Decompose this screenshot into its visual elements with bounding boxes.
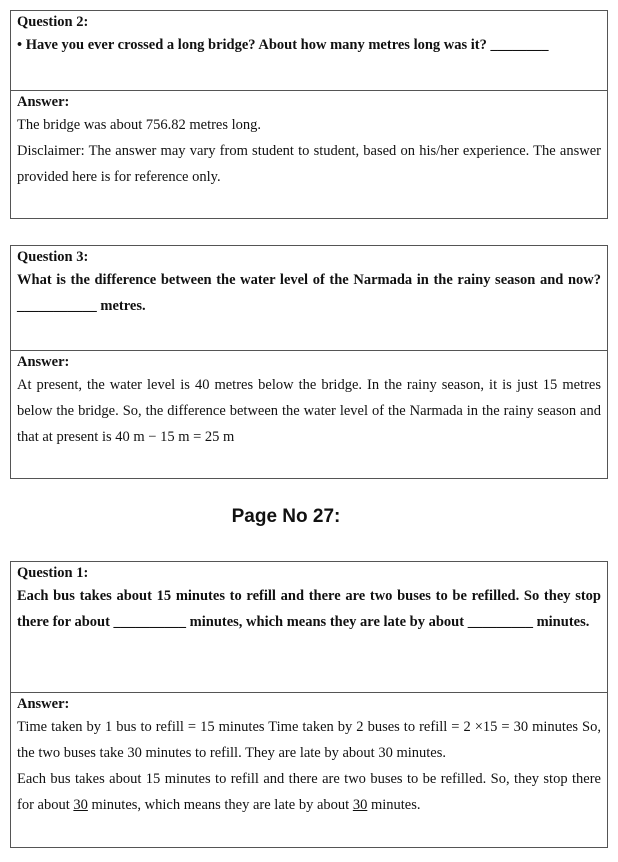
page-27-question-1-label: Question 1: — [17, 565, 89, 581]
answer-fill-blank-2: 30 — [352, 797, 368, 813]
question-2-answer-label: Answer: — [17, 94, 70, 110]
question-2-disclaimer: Disclaimer: The answer may vary from student to student, based on his/her experience. The answer provided here is for reference only. — [17, 143, 601, 185]
question-2-label: Question 2: — [17, 14, 89, 30]
answer-text-segment: minutes, which means they are late by about — [87, 797, 353, 813]
question-2-answer-section — [11, 90, 607, 218]
question-3-label: Question 3: — [17, 249, 89, 265]
question-2-text: • Have you ever crossed a long bridge? About how many metres long was it? ________ — [17, 37, 549, 53]
page-27-question-1-answer-label: Answer: — [17, 696, 70, 712]
question-2-box — [10, 10, 608, 219]
question-3-box — [10, 245, 608, 479]
page-27-question-1-section — [11, 562, 607, 692]
answer-fill-blank-1: 30 — [73, 797, 88, 813]
page-27-question-1-answer-section — [11, 692, 607, 847]
page-27-question-1-answer-line-1: Time taken by 1 bus to refill = 15 minutes Time taken by 2 buses to refill = 2 ×15 = 30 minutes So, the two buses take 30 minutes to refill. They are late by about 30 minutes. — [17, 719, 601, 761]
question-3-section — [11, 246, 607, 350]
answer-text-segment: minutes. — [367, 797, 421, 813]
question-3-answer-label: Answer: — [17, 354, 70, 370]
question-3-answer-section — [11, 350, 607, 478]
answer-text-segment: Each bus takes about 15 minutes to refill and there are two buses to be refilled. So, they stop there for about — [17, 771, 601, 813]
page-27-question-1-text: Each bus takes about 15 minutes to refill and there are two buses to be refilled. So they stop there for about __________ minutes, which means they are late by about _________ minutes. — [17, 588, 601, 630]
page-title: Page No 27: — [231, 506, 341, 527]
question-2-section — [11, 11, 607, 90]
question-3-answer-text: At present, the water level is 40 metres below the bridge. In the rainy season, it is just 15 metres below the bridge. So, the difference between the water level of the Narmada in the rainy season and that at present is 40 m − 15 m = 25 m — [17, 377, 601, 445]
page-27-question-1-answer-line-2 — [17, 766, 601, 818]
question-3-text: What is the difference between the water level of the Narmada in the rainy season and now? ___________ metres. — [17, 272, 601, 314]
page-27-question-1-box — [10, 561, 608, 848]
question-2-answer-line: The bridge was about 756.82 metres long. — [17, 117, 262, 133]
